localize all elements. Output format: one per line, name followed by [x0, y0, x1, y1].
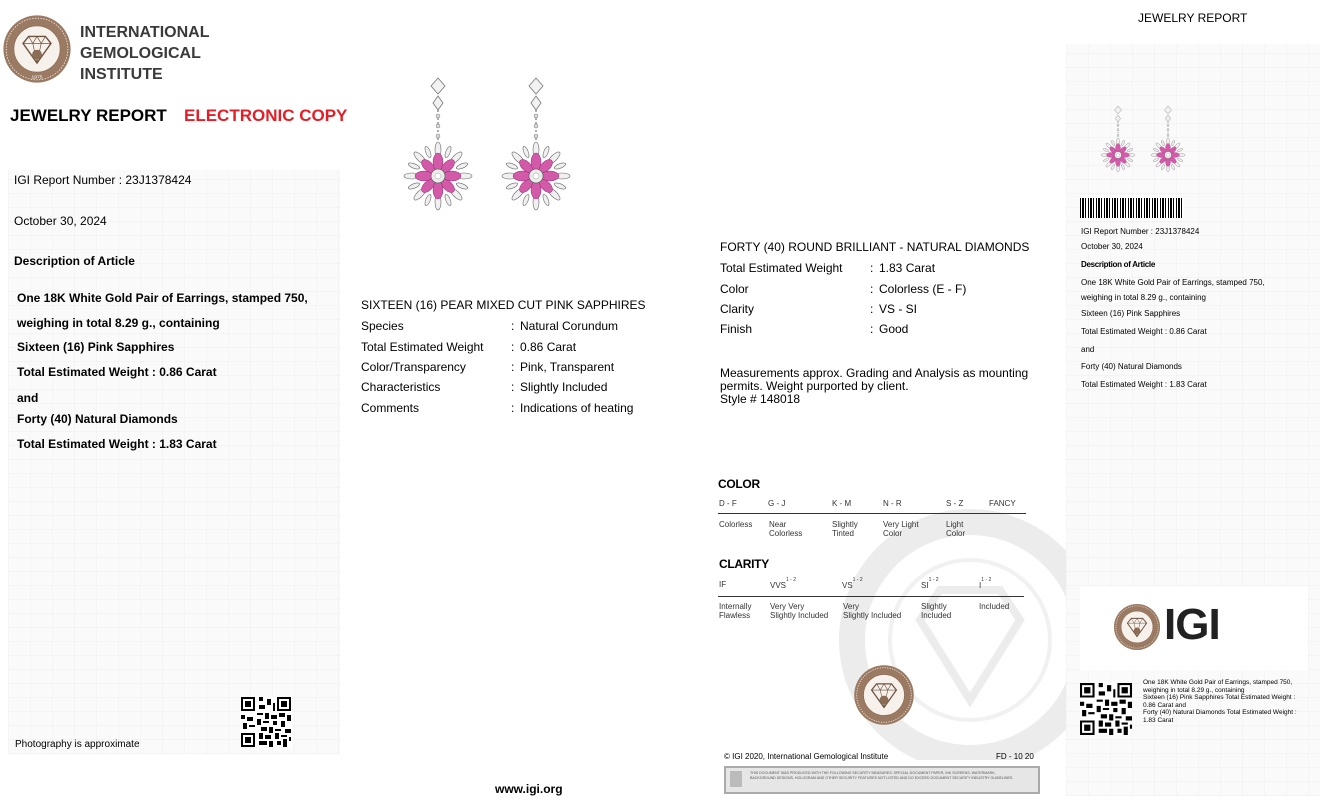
sapphire-row-label: Color/Transparency [361, 360, 466, 374]
form-code: FD - 10 20 [996, 752, 1034, 761]
color-grade: G - J [768, 499, 786, 508]
measurements-note [720, 367, 1028, 406]
clarity-desc: Very Slightly Included [843, 602, 902, 620]
diamond-row-label: Total Estimated Weight [720, 261, 843, 275]
sapphire-row-sep: : [511, 340, 515, 354]
barcode [1080, 198, 1184, 218]
sapphire-row-sep: : [511, 360, 515, 374]
right-description-line: One 18K White Gold Pair of Earrings, stamped 750, [1081, 278, 1265, 287]
right-description-line: Total Estimated Weight : 0.86 Carat [1081, 327, 1207, 336]
right-description-line: Forty (40) Natural Diamonds [1081, 362, 1182, 371]
color-grade: N - R [883, 499, 902, 508]
color-grade: K - M [832, 499, 852, 508]
clarity-grade: VVS$^{1 - 2}$ [770, 577, 797, 590]
description-line: One 18K White Gold Pair of Earrings, stamped 750, [17, 291, 308, 305]
igi-seal-stamp [853, 664, 915, 726]
color-desc: Near Colorless [769, 520, 803, 538]
sapphire-row-label: Total Estimated Weight [361, 340, 484, 354]
diamonds-heading: FORTY (40) ROUND BRILLIANT - NATURAL DIAMONDS [720, 240, 1030, 254]
qr-code-right[interactable] [1080, 683, 1132, 735]
description-line: Sixteen (16) Pink Sapphires [17, 340, 175, 354]
description-line: Total Estimated Weight : 0.86 Carat [17, 365, 217, 379]
diamond-row-sep: : [870, 322, 874, 336]
right-description-line: Sixteen (16) Pink Sapphires [1081, 309, 1181, 318]
sapphire-row-sep: : [511, 401, 515, 415]
right-description-line: Total Estimated Weight : 1.83 Carat [1081, 380, 1207, 389]
clarity-grade: VS$^{1 - 2}$ [842, 577, 863, 590]
diamond-row-sep: : [870, 261, 874, 275]
electronic-copy-label: ELECTRONIC COPY [184, 106, 348, 125]
measurements-line: Measurements approx. Grading and Analysis as mounting [720, 366, 1029, 380]
clarity-scale-line [718, 596, 1024, 597]
color-scale-title: COLOR [718, 477, 760, 491]
color-desc: Slightly Tinted [832, 520, 858, 538]
igi-seal-small [1113, 603, 1161, 651]
report-number: IGI Report Number : 23J1378424 [14, 173, 192, 187]
security-notice-box [724, 766, 1040, 794]
right-description-heading: Description of Article [1081, 260, 1156, 269]
clarity-grade: SI$^{1 - 2}$ [921, 577, 939, 590]
right-card-title: JEWELRY REPORT [1138, 11, 1248, 25]
sapphire-row-label: Characteristics [361, 380, 441, 394]
clarity-grade: $I^{1 - 2}$ [979, 577, 992, 590]
clarity-desc: Included [979, 602, 1010, 611]
clarity-grade: IF [719, 580, 727, 589]
igi-logo-text: IGI [1164, 600, 1220, 649]
clarity-desc: Slightly Included [921, 602, 952, 620]
description-line: Total Estimated Weight : 1.83 Carat [17, 437, 217, 451]
right-description-line: weighing in total 8.29 g., containing [1081, 293, 1206, 302]
description-line: weighing in total 8.29 g., containing [17, 316, 220, 330]
earring-image-left [398, 76, 478, 216]
diamond-row-label: Color [720, 282, 749, 296]
description-line: Forty (40) Natural Diamonds [17, 412, 178, 426]
report-date: October 30, 2024 [14, 214, 107, 228]
diamond-row-sep: : [870, 302, 874, 316]
sapphire-row-sep: : [511, 380, 515, 394]
sapphire-row-value: Slightly Included [520, 380, 608, 394]
color-grade: FANCY [989, 499, 1016, 508]
diamond-row-sep: : [870, 282, 874, 296]
document-lock-icon [730, 771, 742, 787]
diamond-row-label: Clarity [720, 302, 755, 316]
measurements-line: permits. Weight purported by client. [720, 379, 909, 393]
sapphires-heading: SIXTEEN (16) PEAR MIXED CUT PINK SAPPHIRES [361, 298, 646, 312]
seal-year: 1975 [31, 75, 43, 81]
color-desc: Light Color [946, 520, 966, 538]
color-desc: Colorless [719, 520, 753, 529]
clarity-scale-title: CLARITY [719, 557, 769, 571]
igi-seal-logo [2, 14, 72, 84]
sapphire-row-label: Comments [361, 401, 420, 415]
photography-note: Photography is approximate [15, 739, 140, 750]
diamond-row-label: Finish [720, 322, 753, 336]
right-report-number: IGI Report Number : 23J1378424 [1081, 227, 1200, 236]
earring-thumb-left [1098, 104, 1138, 176]
description-heading: Description of Article [14, 254, 135, 268]
color-scale-line [718, 513, 1026, 514]
website-link[interactable]: www.igi.org [495, 782, 563, 796]
sapphire-row-value: 0.86 Carat [520, 340, 577, 354]
description-line: and [17, 391, 39, 405]
copyright-text: © IGI 2020, International Gemological Institute [724, 752, 889, 761]
color-grade: D - F [719, 499, 737, 508]
right-summary: One 18K White Gold Pair of Earrings, stamped 750, weighing in total 8.29 g., containing Sixteen (16) Pink Sapphires Total Estimated Weight : 0.86 Carat and Forty (40) Natural Diamonds Total Estimated Weight : 1.83 Carat [1143, 679, 1297, 724]
organization-name [80, 22, 209, 85]
diamond-row-value: Good [879, 322, 909, 336]
diamond-row-value: Colorless (E - F) [879, 282, 967, 296]
right-description-line: and [1081, 345, 1095, 354]
diamond-row-value: 1.83 Carat [879, 261, 936, 275]
color-desc: Very Light Color [883, 520, 919, 538]
sapphire-row-value: Natural Corundum [520, 319, 619, 333]
report-title: JEWELRY REPORT [10, 106, 167, 125]
sapphire-row-value: Indications of heating [520, 401, 634, 415]
clarity-desc: Very Very Slightly Included [770, 602, 829, 620]
security-notice-text: THIS DOCUMENT WAS PRODUCED WITH THE FOLLOWING SECURITY MEASURES: SPECIAL DOCUMENT PAPER, INK SCREENS, WATERMARK, BACKGROUND DESIGNS, HOLOGRAM AND OTHER SECURITY FEATURES NOT LISTED AND DO EXCEED DOCUMENT SECURITY INDUSTRY GUIDELINES. [750, 771, 1014, 780]
earring-image-right [496, 76, 576, 216]
org-line-1: INTERNATIONAL [80, 24, 210, 41]
sapphire-row-label: Species [361, 319, 404, 333]
diamond-row-value: VS - SI [879, 302, 918, 316]
clarity-desc: Internally Flawless [719, 602, 752, 620]
sapphire-row-sep: : [511, 319, 515, 333]
style-number: Style # 148018 [720, 392, 801, 406]
sapphire-row-value: Pink, Transparent [520, 360, 615, 374]
qr-code-left[interactable] [240, 697, 292, 747]
org-line-3: INSTITUTE [80, 66, 163, 83]
org-line-2: GEMOLOGICAL [80, 45, 201, 62]
right-report-date: October 30, 2024 [1081, 242, 1143, 251]
color-grade: S - Z [946, 499, 964, 508]
earring-thumb-right [1148, 104, 1188, 176]
